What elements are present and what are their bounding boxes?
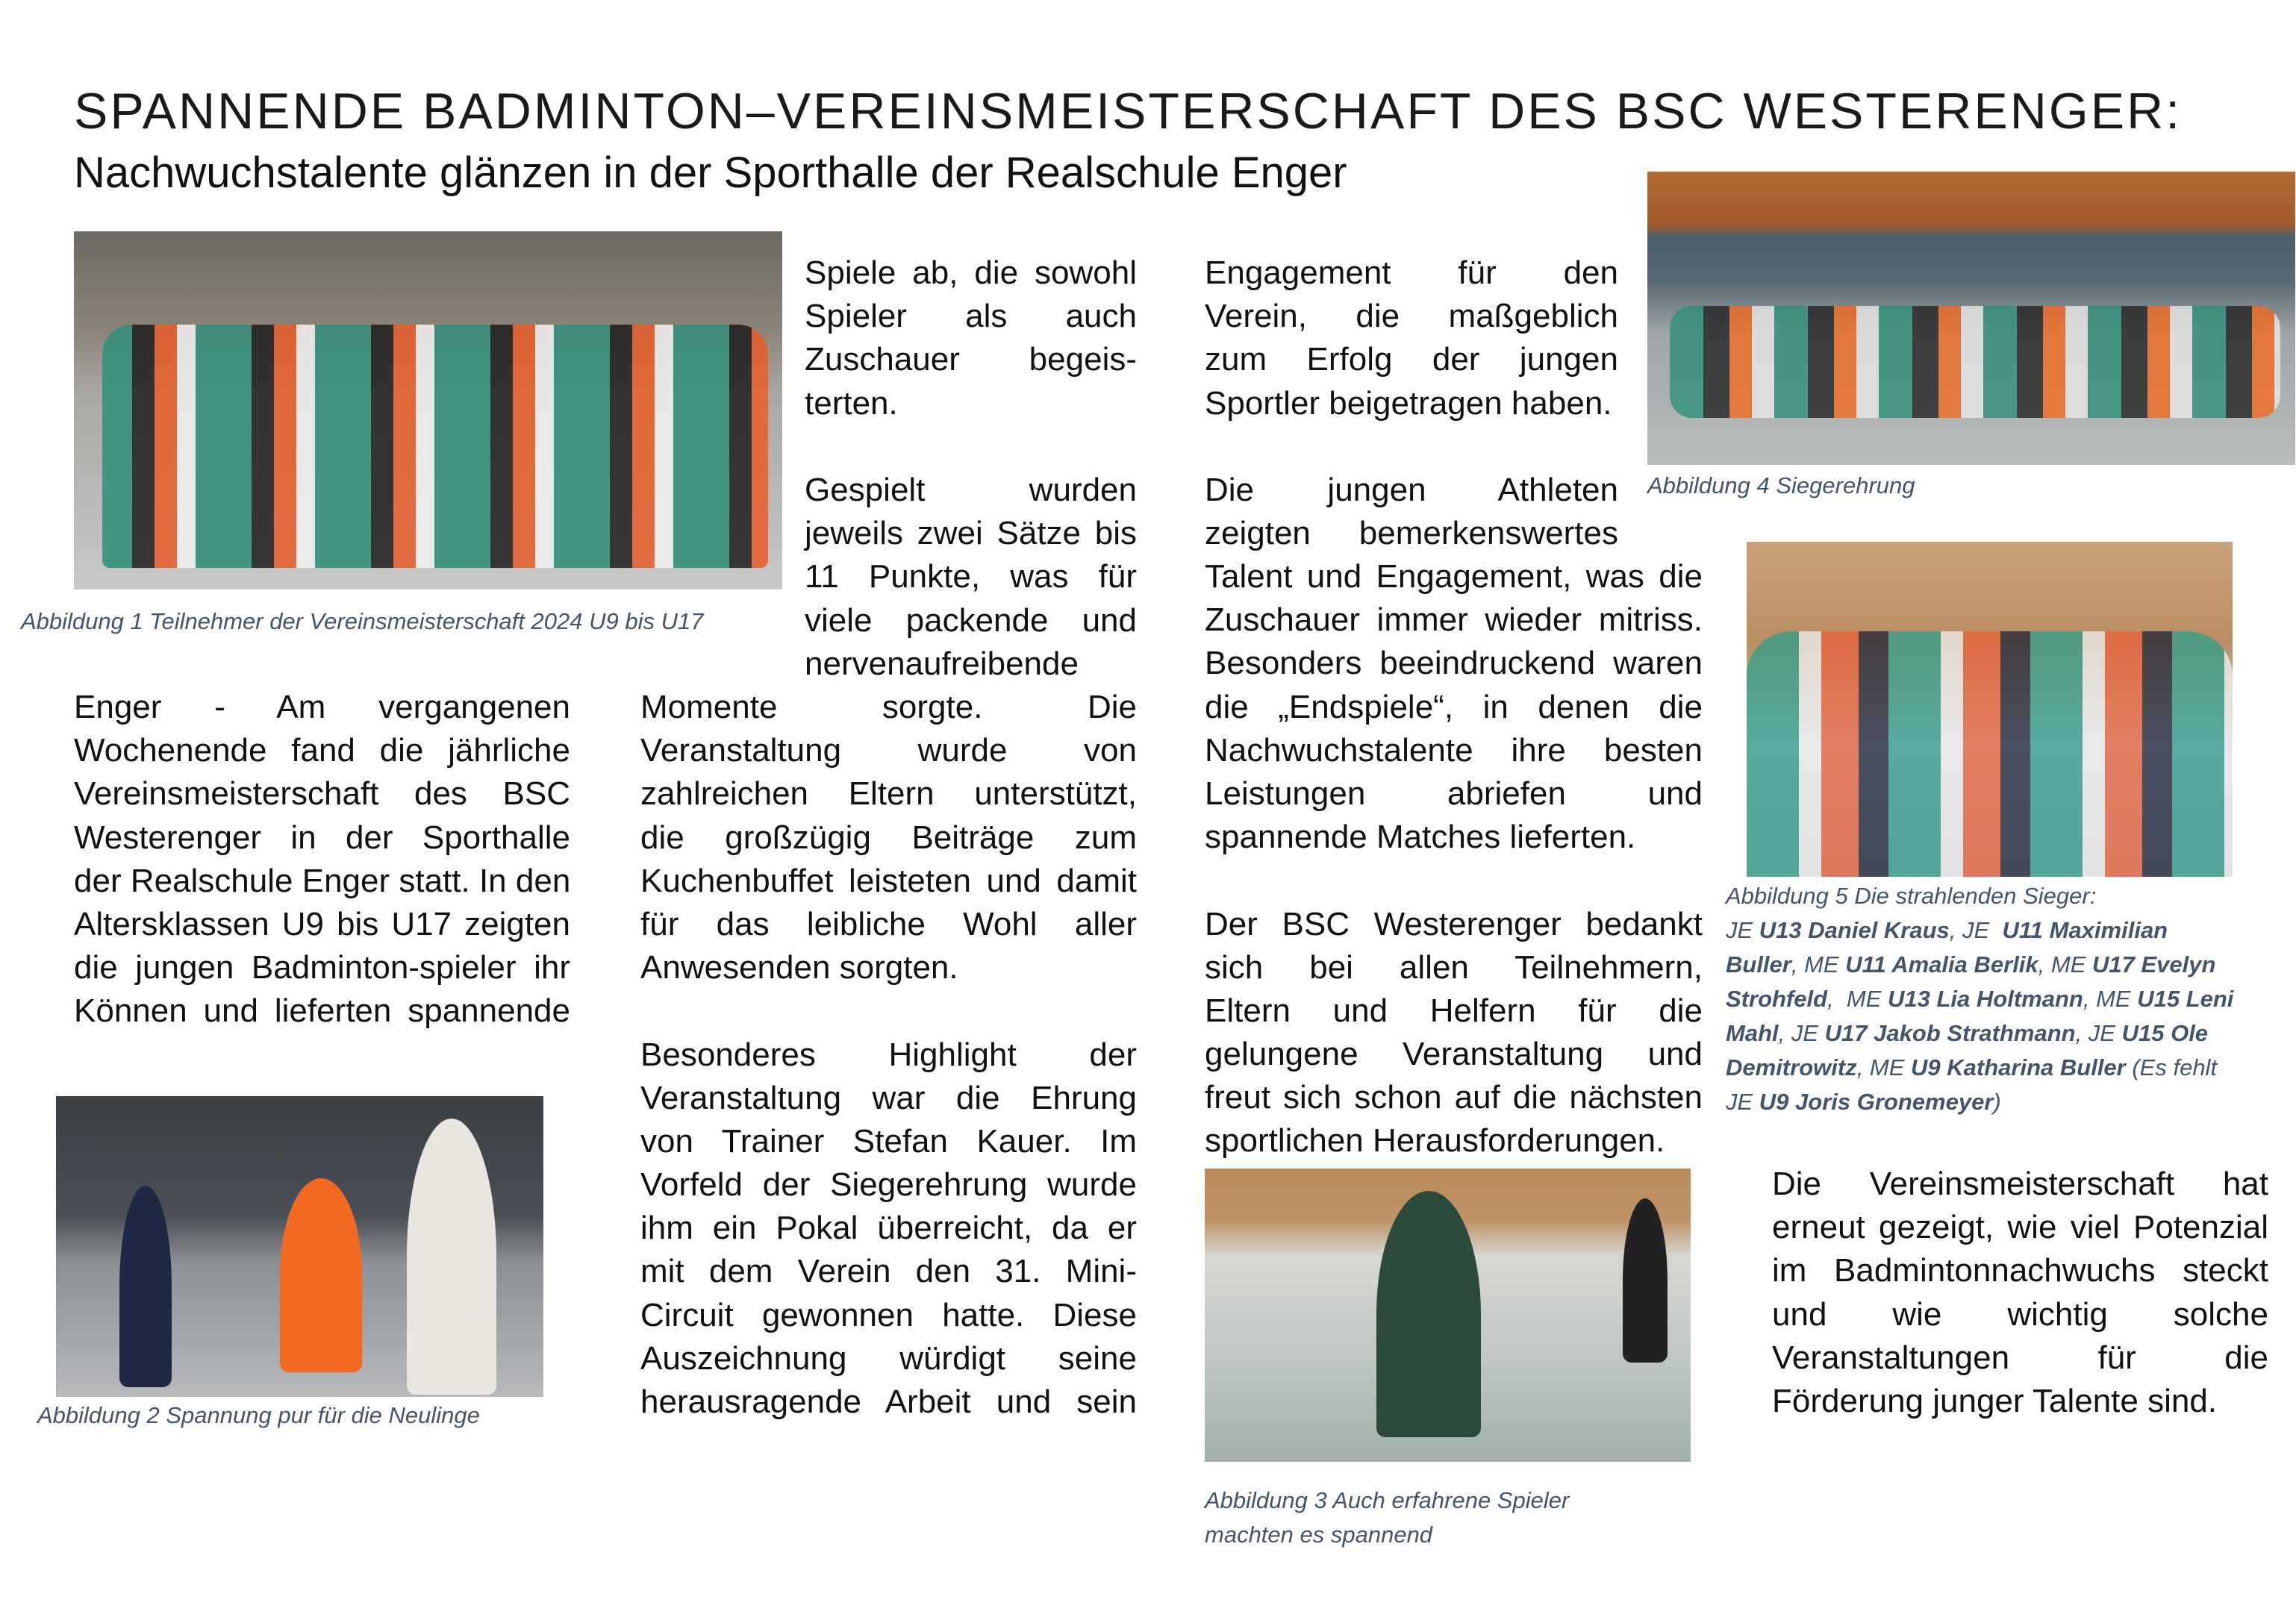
text-line: Leistungen abriefen und (1205, 775, 1703, 812)
text-line: Förderung junger Talente sind. (1772, 1382, 2218, 1419)
photo-winners (1747, 542, 2233, 877)
text-line: Die Vereinsmeisterschaft hat (1772, 1166, 2268, 1202)
winner-name: U17 Evelyn (2092, 951, 2216, 978)
text-line: im Badmintonnachwuchs steckt (1772, 1252, 2268, 1289)
text-line: Die jungen Athleten (1205, 471, 1618, 508)
winner-name: U15 Ole (2121, 1020, 2209, 1046)
figure-4-caption: Abbildung 4 Siegerehrung (1647, 472, 1915, 498)
text-line: Verein, die maßgeblich (1205, 298, 1618, 335)
text-line: Eltern und Helfern für die (1205, 992, 1703, 1029)
text-line: Besonderes Highlight der (640, 1036, 1137, 1073)
text-line: die „Endspiele“, in denen die (1205, 688, 1703, 725)
winner-label: (Es fehlt (2125, 1054, 2218, 1081)
text-line: Circuit gewonnen hatte. Diese (640, 1296, 1137, 1333)
winner-label: ) (1993, 1089, 2001, 1115)
text-line: Momente sorgte. Die (640, 689, 1137, 725)
figure-5-caption-winners (1726, 913, 2233, 1119)
text-line: mit dem Verein den 31. Mini- (640, 1253, 1137, 1290)
winner-label: , JE (1949, 917, 2003, 943)
text-line: für das leibliche Wohl aller (640, 905, 1137, 942)
paragraph-gap (1205, 859, 1703, 902)
winner-name: U13 Daniel Kraus (1759, 917, 1950, 943)
winner-name: U11 Amalia Berlik (1845, 951, 2038, 978)
winner-label: , ME (1791, 951, 1846, 978)
article-column-b-top (805, 251, 1137, 686)
winner-name: U9 Katharina Buller (1911, 1054, 2126, 1081)
winners-line (1726, 948, 2233, 982)
winner-name: U15 Leni (2137, 986, 2234, 1012)
paragraph-gap (805, 425, 1137, 469)
text-line: Können und lieferten spannende (74, 992, 570, 1030)
winner-name: Mahl (1726, 1020, 1779, 1046)
winner-name: Buller (1726, 951, 1791, 978)
article-column-c-top (1205, 251, 1618, 555)
text-line: nervenaufreibende (805, 645, 1079, 682)
text-line: zahlreichen Eltern unterstützt, (640, 775, 1137, 813)
winners-line (1726, 1051, 2233, 1085)
photo-participants (74, 231, 782, 590)
figure-3-caption: Abbildung 3 Auch erfahrene Spieler (1205, 1487, 1570, 1513)
article-title: SPANNENDE BADMINTON–VEREINSMEISTERSCHAFT DES BSC WESTERENGER: (74, 83, 2183, 140)
figure-5-caption-title: Abbildung 5 Die strahlenden Sieger: (1726, 883, 2097, 909)
photo-newcomers (56, 1096, 543, 1397)
text-line: zeigten bemerkenswertes (1205, 515, 1618, 552)
text-line: Altersklassen U9 bis U17 zeigten (74, 905, 570, 942)
text-line: Spiele ab, die sowohl (805, 254, 1137, 291)
paragraph-gap (640, 989, 1137, 1033)
text-line: Auszeichnung würdigt seine (640, 1339, 1137, 1377)
winner-name: U9 Joris Gronemeyer (1759, 1089, 1994, 1115)
text-line: Vorfeld der Siegerehrung wurde (640, 1166, 1137, 1204)
text-line: sich bei allen Teilnehmern, (1205, 948, 1703, 986)
article-column-c-bottom (1205, 555, 1703, 1163)
text-line: Sportler beigetragen haben. (1205, 384, 1612, 422)
text-line: Kuchenbuffet leisteten und damit (640, 862, 1137, 899)
text-line: Veranstaltung war die Ehrung (640, 1079, 1137, 1116)
text-line: die jungen Badminton-spieler ihr (74, 949, 570, 986)
text-line: Besonders beeindruckend waren (1205, 645, 1703, 682)
article-column-a (74, 686, 570, 1033)
text-line: der Realschule Enger statt. In den (74, 862, 571, 899)
winner-label: , JE (1778, 1020, 1825, 1046)
text-line: gelungene Veranstaltung und (1205, 1036, 1703, 1073)
text-line: freut sich schon auf die nächsten (1205, 1079, 1703, 1116)
winner-label: JE (1726, 1089, 1759, 1115)
photo-award-ceremony (1647, 172, 2295, 465)
text-line: herausragende Arbeit und sein (640, 1383, 1137, 1420)
winner-name: U17 Jakob Strathmann (1824, 1020, 2076, 1046)
article-column-b-bottom (640, 686, 1137, 1424)
text-line: jeweils zwei Sätze bis (805, 515, 1137, 552)
text-line: Engagement für den (1205, 254, 1618, 291)
winners-line (1726, 982, 2233, 1016)
text-line: Zuschauer begeis- (805, 341, 1137, 378)
text-line: 11 Punkte, was für (805, 558, 1137, 595)
text-line: die großzügig Beiträge zum (640, 819, 1137, 856)
text-line: Spieler als auch (805, 298, 1137, 335)
article-subtitle: Nachwuchstalente glänzen in der Sporthalle der Realschule Enger (74, 148, 1347, 197)
winners-line (1726, 913, 2233, 948)
text-line: viele packende und (805, 601, 1137, 639)
text-line: Wochenende fand die jährliche (74, 732, 570, 769)
winner-label: , ME (1856, 1054, 1912, 1081)
article-column-d (1772, 1163, 2268, 1423)
text-line: zum Erfolg der jungen (1205, 341, 1618, 378)
winner-name: U13 Lia Holtmann (1888, 986, 2083, 1012)
text-line: Enger - Am vergangenen (74, 689, 570, 725)
winner-label: , JE (2075, 1020, 2122, 1046)
figure-1-caption: Abbildung 1 Teilnehmer der Vereinsmeisterschaft 2024 U9 bis U17 (21, 608, 704, 634)
text-line: Zuschauer immer wieder mitriss. (1205, 601, 1703, 639)
figure-2-caption: Abbildung 2 Spannung pur für die Neulinge (37, 1402, 480, 1428)
winner-label: , ME (1827, 986, 1888, 1012)
text-line: Talent und Engagement, was die (1205, 558, 1703, 595)
text-line: und wie wichtig solche (1772, 1295, 2268, 1333)
text-line: sportlichen Herausforderungen. (1205, 1122, 1665, 1160)
text-line: erneut gezeigt, wie viel Potenzial (1772, 1209, 2268, 1246)
winner-name: Strohfeld (1726, 986, 1828, 1012)
winners-line (1726, 1016, 2233, 1051)
text-line: Anwesenden sorgten. (640, 949, 958, 986)
text-line: spannende Matches lieferten. (1205, 819, 1636, 856)
winner-name: Demitrowitz (1726, 1054, 1857, 1081)
text-line: Der BSC Westerenger bedankt (1205, 905, 1703, 942)
photo-experienced-players (1205, 1169, 1691, 1462)
text-line: ihm ein Pokal überreicht, da er (640, 1210, 1137, 1247)
text-line: Nachwuchstalente ihre besten (1205, 731, 1703, 769)
winner-label: JE (1726, 917, 1759, 943)
text-line: von Trainer Stefan Kauer. Im (640, 1122, 1137, 1160)
winners-line (1726, 1085, 2233, 1119)
text-line: terten. (805, 384, 898, 422)
text-line: Veranstaltung wurde von (640, 732, 1137, 769)
winner-label: , ME (2038, 951, 2093, 978)
figure-3-caption-line-2: machten es spannend (1205, 1522, 1433, 1548)
text-line: Veranstaltungen für die (1772, 1339, 2268, 1376)
text-line: Vereinsmeisterschaft des BSC (74, 775, 570, 813)
winner-label: , ME (2083, 986, 2138, 1012)
paragraph-gap (1205, 425, 1618, 469)
text-line: Gespielt wurden (805, 471, 1137, 508)
winner-name: U11 Maximilian (2002, 917, 2168, 943)
text-line: Westerenger in der Sporthalle (74, 819, 570, 856)
